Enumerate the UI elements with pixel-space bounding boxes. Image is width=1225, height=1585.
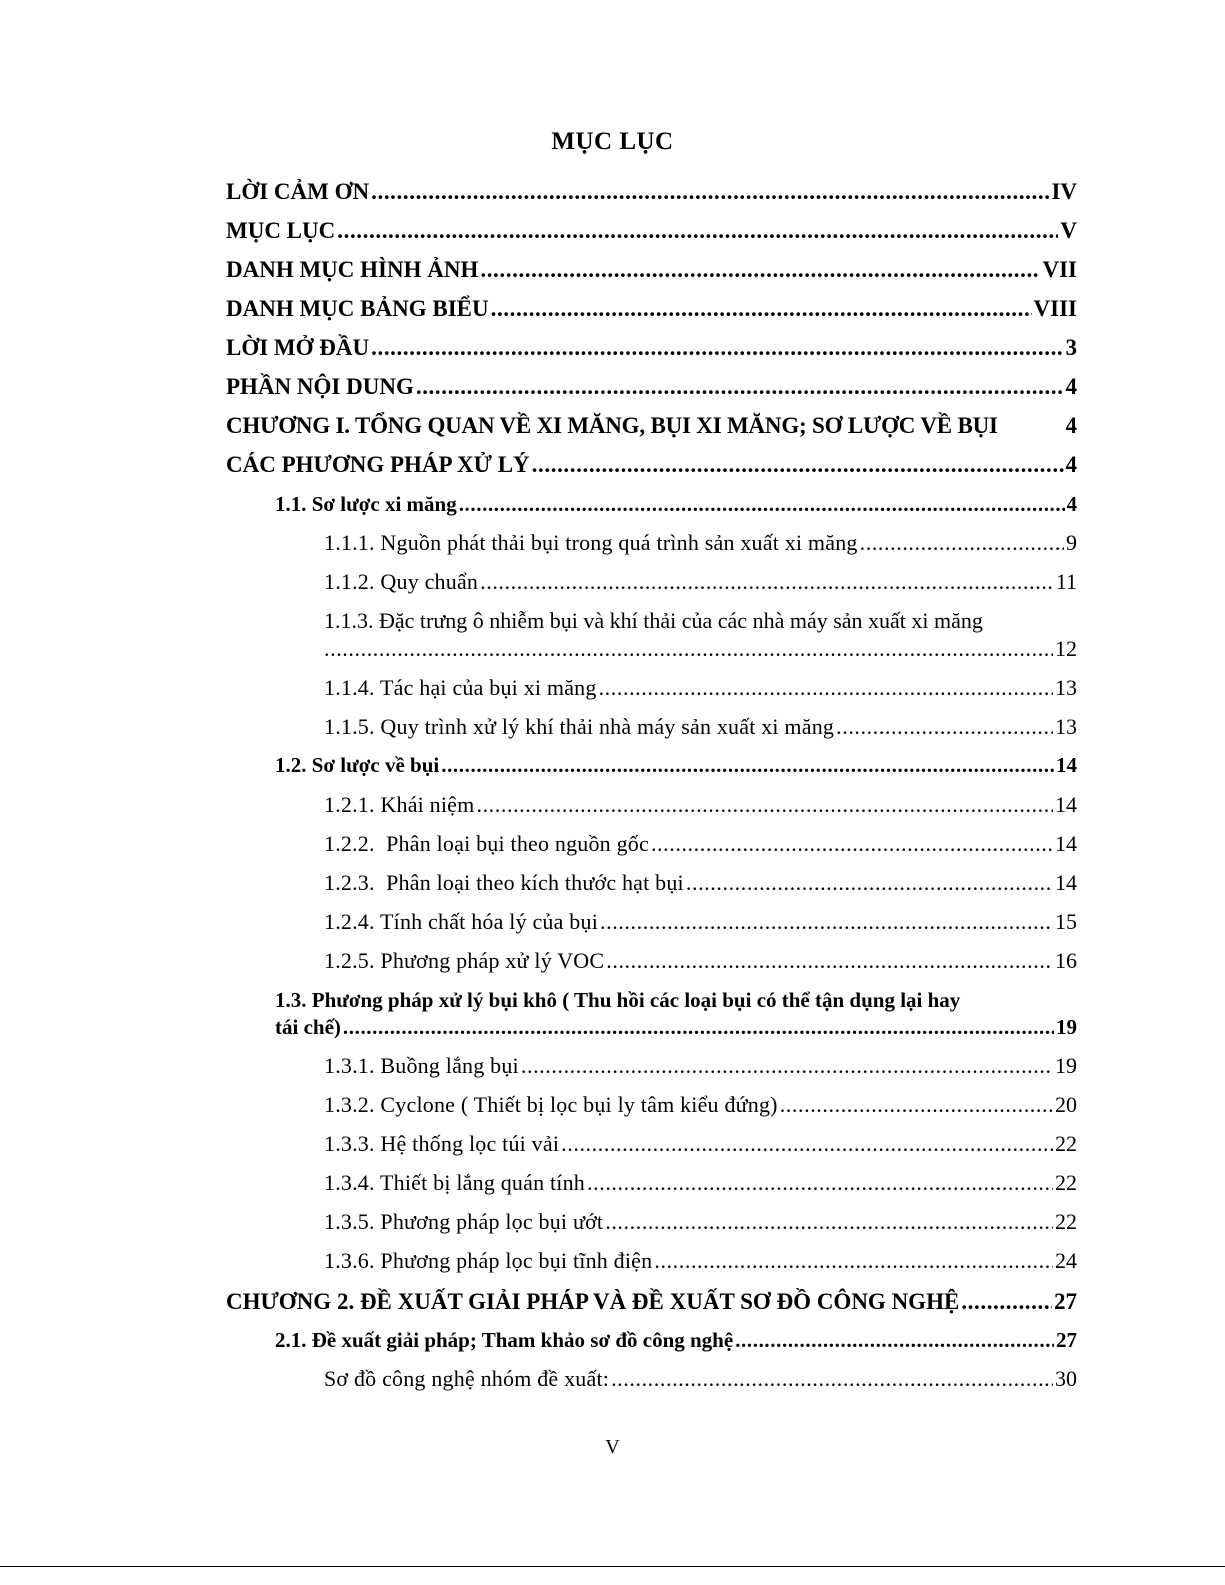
toc-entry-label: 1.1. Sơ lược xi măng (275, 492, 457, 516)
toc-entry-page: 4 (1066, 492, 1077, 516)
toc-entry-label: 1.2.3. Phân loại theo kích thước hạt bụi (324, 870, 684, 895)
dot-leader (459, 494, 1065, 515)
dot-leader (686, 872, 1053, 894)
toc-entry-page: 19 (1055, 1053, 1077, 1078)
toc-entry-label: 1.3.6. Phương pháp lọc bụi tĩnh điện (324, 1248, 653, 1273)
toc-entry-wrapped-label[interactable]: 1.3. Phương pháp xử lý bụi khô ( Thu hồi các loại bụi có thể tận dụng lại hay (275, 988, 961, 1012)
toc-entry-label: tái chế) (275, 1015, 341, 1039)
dot-leader (324, 638, 1053, 660)
toc-entry-label: CHƯƠNG 2. ĐỀ XUẤT GIẢI PHÁP VÀ ĐỀ XUẤT SƠ ĐỒ CÔNG NGHỆ (226, 1289, 960, 1314)
toc-entry[interactable] (226, 414, 1077, 437)
toc-entry-label: LỜI MỞ ĐẦU (226, 335, 370, 360)
toc-entry[interactable] (324, 532, 1077, 554)
toc-entry[interactable] (226, 180, 1077, 203)
dot-leader (587, 1172, 1053, 1194)
toc-entry-label: 1.1.5. Quy trình xử lý khí thải nhà máy sản xuất xi măng (324, 714, 835, 739)
toc-entry-page: 13 (1055, 675, 1077, 700)
toc-entry-label: 1.2. Sơ lược về bụi (275, 753, 440, 777)
dot-leader (416, 375, 1064, 398)
toc-entry-label: 1.2.5. Phương pháp xử lý VOC (324, 948, 605, 973)
toc-entry-page: 9 (1066, 530, 1077, 555)
toc-entry-label: 1.1.4. Tác hại của bụi xi măng (324, 675, 597, 700)
toc-entry-page: 20 (1055, 1092, 1077, 1117)
dot-leader (735, 1330, 1054, 1351)
toc-entry-page: 22 (1055, 1131, 1077, 1156)
dot-leader (599, 677, 1053, 699)
dot-leader (371, 180, 1049, 203)
toc-entry-label: DANH MỤC BẢNG BIỂU (226, 296, 489, 321)
toc-entry-label: 1.3.2. Cyclone ( Thiết bị lọc bụi ly tâm kiểu đứng) (324, 1092, 778, 1117)
toc-entry-label: 1.2.1. Khái niệm (324, 792, 475, 817)
toc-entry[interactable] (226, 453, 1077, 476)
dot-leader (476, 794, 1053, 816)
toc-entry[interactable] (324, 1172, 1077, 1194)
dot-leader (441, 755, 1054, 776)
toc-entry[interactable] (324, 1368, 1077, 1390)
page-title: MỤC LỤC (551, 128, 674, 155)
toc-entry[interactable] (324, 638, 1077, 660)
toc-entry[interactable] (275, 755, 1077, 776)
toc-entry-page: 14 (1055, 870, 1077, 895)
dot-leader (561, 1133, 1053, 1155)
dot-leader (606, 950, 1053, 972)
dot-leader (480, 258, 1040, 281)
toc-entry-label: CÁC PHƯƠNG PHÁP XỬ LÝ (226, 452, 530, 477)
toc-entry-page: 27 (1056, 1328, 1077, 1352)
toc-entry-label: 1.1.1. Nguồn phát thải bụi trong quá trình sản xuất xi măng (324, 530, 858, 555)
toc-entry-page: 4 (1065, 374, 1077, 399)
dot-leader (780, 1094, 1053, 1116)
toc-entry[interactable] (226, 258, 1077, 281)
dot-leader (654, 1250, 1053, 1272)
toc-entry-page: 30 (1055, 1366, 1077, 1391)
dot-leader (860, 532, 1064, 554)
toc-entry[interactable] (226, 375, 1077, 398)
toc-entry[interactable] (324, 677, 1077, 699)
toc-entry[interactable] (226, 1290, 1077, 1313)
toc-entry-page: VII (1042, 257, 1077, 282)
page-number: V (605, 1436, 620, 1458)
toc-entry-page: 11 (1055, 569, 1077, 594)
toc-entry-page: 15 (1055, 909, 1077, 934)
dot-leader (521, 1055, 1053, 1077)
toc-entry-label: 1.3.4. Thiết bị lắng quán tính (324, 1170, 586, 1195)
dot-leader (343, 1017, 1054, 1038)
toc-entry[interactable] (324, 1055, 1077, 1077)
dot-leader (611, 1368, 1053, 1390)
toc-entry[interactable] (226, 336, 1077, 359)
toc-entry-page: 24 (1055, 1248, 1077, 1273)
dot-leader (836, 716, 1053, 738)
toc-entry[interactable] (324, 716, 1077, 738)
toc-entry-label: 1.3.5. Phương pháp lọc bụi ướt (324, 1209, 604, 1234)
toc-entry-page: 4 (1065, 413, 1077, 438)
toc-entry-label: DANH MỤC HÌNH ẢNH (226, 257, 479, 282)
toc-entry-page: 22 (1055, 1170, 1077, 1195)
dot-leader (961, 1290, 1052, 1313)
bottom-divider (0, 1566, 1225, 1567)
toc-entry-wrapped-label[interactable]: 1.1.3. Đặc trưng ô nhiễm bụi và khí thải của các nhà máy sản xuất xi măng (324, 608, 983, 633)
toc-entry-label: 1.2.4. Tính chất hóa lý của bụi (324, 909, 599, 934)
toc-entry[interactable] (226, 297, 1077, 320)
dot-leader (651, 833, 1053, 855)
toc-entry-label: MỤC LỤC (226, 218, 336, 243)
toc-entry[interactable] (324, 1211, 1077, 1233)
toc-entry[interactable] (324, 833, 1077, 855)
dot-leader (532, 453, 1064, 476)
toc-entry-label: 1.3.1. Buồng lắng bụi (324, 1053, 519, 1078)
toc-entry-label: PHẦN NỘI DUNG (226, 374, 414, 399)
toc-entry-page: 14 (1055, 792, 1077, 817)
dot-leader (480, 571, 1054, 593)
toc-entry[interactable] (275, 1017, 1077, 1038)
toc-entry-label: LỜI CẢM ƠN (226, 179, 370, 204)
toc-entry-page: V (1060, 218, 1077, 243)
toc-entry-page: 3 (1065, 335, 1077, 360)
toc-entry-page: IV (1051, 179, 1077, 204)
toc-entry[interactable] (324, 1133, 1077, 1155)
toc-entry-page: 14 (1056, 753, 1077, 777)
toc-entry[interactable] (324, 911, 1077, 933)
toc-entry-label: 1.1.2. Quy chuẩn (324, 569, 479, 594)
toc-entry[interactable] (275, 1330, 1077, 1351)
toc-entry[interactable] (324, 571, 1077, 593)
toc-entry-label: 2.1. Đề xuất giải pháp; Tham khảo sơ đồ công nghệ (275, 1328, 734, 1352)
dot-leader (605, 1211, 1053, 1233)
toc-entry[interactable] (324, 872, 1077, 894)
toc-entry-label: 1.3.3. Hệ thống lọc túi vải (324, 1131, 560, 1156)
dot-leader (371, 336, 1063, 359)
dot-leader (600, 911, 1053, 933)
toc-entry-page: 22 (1055, 1209, 1077, 1234)
toc-entry[interactable] (226, 219, 1077, 242)
toc-entry-label: Sơ đồ công nghệ nhóm đề xuất: (324, 1366, 610, 1391)
toc-entry-page: 12 (1055, 636, 1077, 661)
toc-entry-label: 1.2.2. Phân loại bụi theo nguồn gốc (324, 831, 649, 856)
toc-entry-page: 4 (1065, 452, 1077, 477)
toc-entry[interactable] (324, 794, 1077, 816)
toc-entry[interactable] (324, 950, 1077, 972)
toc-entry-label: CHƯƠNG I. TỔNG QUAN VỀ XI MĂNG, BỤI XI MĂNG; SƠ LƯỢC VỀ BỤI (226, 413, 998, 438)
toc-entry[interactable] (275, 494, 1077, 515)
toc-entry-page: VIII (1033, 296, 1077, 321)
toc-entry-page: 19 (1056, 1015, 1077, 1039)
toc-entry-page: 27 (1054, 1289, 1077, 1314)
toc-entry[interactable] (324, 1094, 1077, 1116)
toc-entry-page: 13 (1055, 714, 1077, 739)
toc-entry[interactable] (324, 1250, 1077, 1272)
toc-entry-page: 16 (1055, 948, 1077, 973)
dot-leader (337, 219, 1058, 242)
toc-entry-page: 14 (1055, 831, 1077, 856)
dot-leader (491, 297, 1032, 320)
